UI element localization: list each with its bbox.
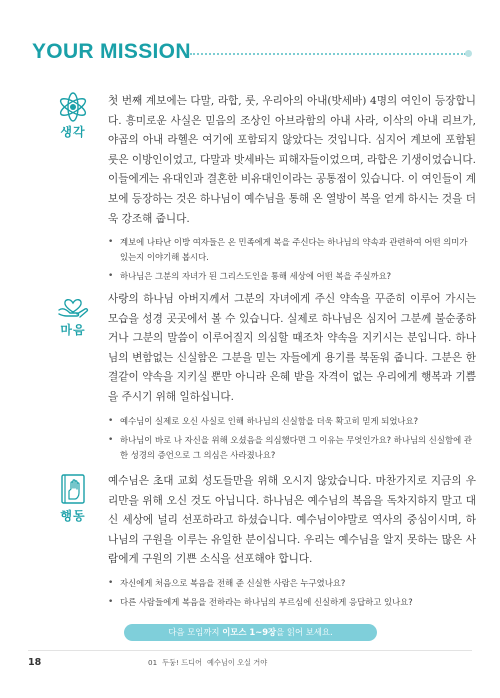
page-number: 18 <box>28 657 42 668</box>
section-paragraph: 사랑의 하나님 아버지께서 그분의 자녀에게 주신 약속을 꾸준히 이루어 가시는 모습을 성경 곳곳에서 볼 수 있습니다. 실제로 하나님은 심지어 그분께 불순종하거나 그분의 말씀이 이루어질지 의심할 때조차 약속을 지키시는 분입니다. 하나님의 변함없는 신실함은 그분을 믿는 자들에게 용기를 북돋워 줍니다. 그분은 한결같이 약속을 지키실 뿐만 아니라 은혜 받을 자격이 없는 우리에게 행복과 기쁨을 주시기 위해 일하십니다. <box>108 293 476 403</box>
section-paragraph: 첫 번째 계보에는 다말, 라합, 룻, 우리아의 아내(밧세바) 4명의 여인이 등장합니다. 흥미로운 사실은 믿음의 조상인 아브라함의 아내 사라, 이삭의 아내 리브가, 야곱의 아내 라헬은 여기에 포함되지 않았다는 것입니다. 심지어 계보에 포함된 룻은 이방인이었고, 다말과 밧세바는 피해자들이었으며, 라합은 기생이었습니다. 이들에게는 유대인과 결혼한 비유대인이라는 공통점이 있습니다. 이 여인들이 계보에 등장하는 것은 하나님이 예수님을 통해 온 열방이 복을 얻게 하시는 것을 더욱 강조해 줍니다. <box>108 95 477 225</box>
banner-text-pre: 다음 모임까지 <box>168 627 223 637</box>
title-rule-end-dot <box>465 50 472 57</box>
page-title: YOUR MISSION <box>32 40 191 63</box>
question-item: • 다른 사람들에게 복음을 전하라는 하나님의 부르심에 신실하게 응답하고 있나요? <box>108 595 476 610</box>
question-item: • 자신에게 처음으로 복음을 전해 준 신실한 사람은 누구였나요? <box>108 576 476 591</box>
section-act-marker <box>56 472 90 524</box>
question-item: • 예수님이 실제로 오신 사실로 인해 하나님의 신실함을 더욱 확고히 믿게 되었나요? <box>108 414 476 429</box>
question-item: • 계보에 나타난 이방 여자들은 온 민족에게 복을 주신다는 하나님의 약속과 관련하여 어떤 의미가 있는지 이야기해 봅시다. <box>108 235 476 265</box>
bible-hand-icon <box>56 472 90 506</box>
heart-hand-icon <box>56 290 90 320</box>
section-body <box>108 472 476 614</box>
footer-running-title <box>148 658 272 668</box>
section-paragraph: 예수님은 초대 교회 성도들만을 위해 오시지 않았습니다. 마찬가지로 지금의 우리만을 위해 오신 것도 아닙니다. 하나님은 예수님의 복음을 독차지하지 말고 대신 세상에 널리 선포하라고 하셨습니다. 예수님이야말로 역사의 중심이시며, 하나님의 구원을 이루는 유일한 분이십니다. 우리는 예수님을 알지 못하는 많은 사람에게 구원의 기쁜 소식을 선포해야 합니다. <box>108 475 476 566</box>
section-body <box>108 290 476 467</box>
footer-chapter: 01 <box>148 658 158 667</box>
section-body <box>108 92 476 288</box>
section-heart-marker <box>56 290 90 338</box>
footer-book: 두둥! 드디어 <box>162 658 203 667</box>
question-item: • 하나님은 그분의 자녀가 된 그리스도인을 통해 세상에 어떤 복을 주실까요? <box>108 269 476 284</box>
section-label: 생각 <box>60 125 86 139</box>
footer-divider <box>28 650 472 651</box>
section-label: 마음 <box>60 323 86 337</box>
title-dotted-rule <box>190 53 466 55</box>
banner-text-bold: 이모스 1~9장 <box>222 627 277 637</box>
banner-text-post: 을 읽어 보세요. <box>276 627 333 637</box>
question-list <box>108 235 476 284</box>
question-list <box>108 414 476 463</box>
footer-subtitle: 예수님이 오실 거야 <box>207 658 268 667</box>
question-list <box>108 576 476 610</box>
section-think-marker <box>56 92 90 140</box>
atom-icon <box>56 92 90 122</box>
question-item: • 하나님이 바로 나 자신을 위해 오셨음을 의심했다면 그 이유는 무엇인가요? 하나님의 신실함에 관한 성경의 증언으로 그 의심은 사라졌나요? <box>108 433 476 463</box>
reading-assignment-banner <box>124 624 377 641</box>
section-header <box>32 40 472 64</box>
section-label: 행동 <box>60 509 86 523</box>
